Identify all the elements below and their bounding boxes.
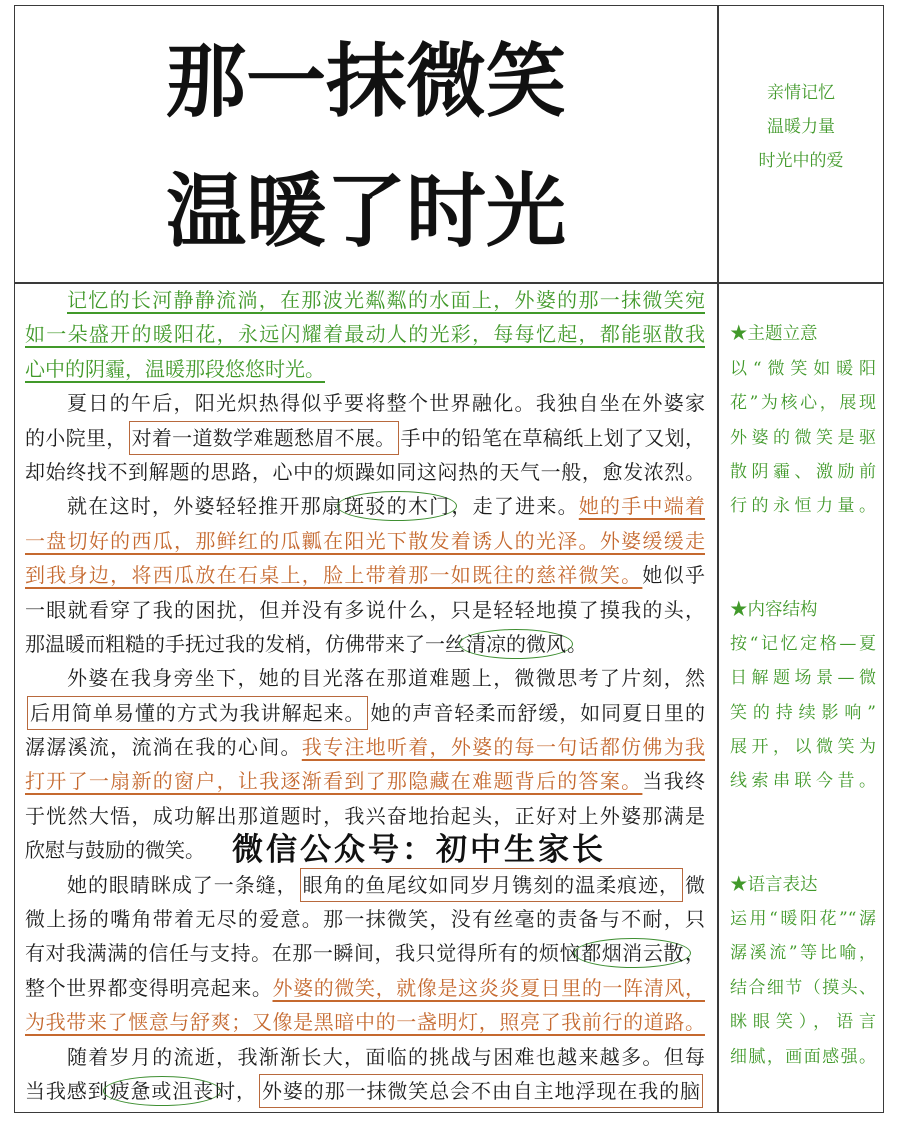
theme-tag: 温暖力量 — [767, 117, 835, 137]
note-line: 结合细节（摸头、 — [730, 977, 876, 998]
essay-title-line-2: 温暖了时光 — [166, 165, 566, 258]
essay-text: 有对我满满的信任与支持。在那一瞬间，我只觉得所有的烦恼 — [25, 941, 581, 966]
note-line: 以“微笑如暖阳 — [730, 358, 876, 379]
essay-text: 整个世界都变得明亮起来。 — [25, 975, 273, 1000]
essay-line — [25, 352, 705, 386]
essay-text: 外婆在我身旁坐下，她的目光落在那道难题上，微微思考了片刻，然 — [67, 666, 705, 691]
essay-text: 她的声音轻柔而舒缓，如同夏日里的 — [370, 700, 706, 725]
orange-underlined-text: 打开了一扇新的窗户，让我逐渐看到了那隐藏在难题背后的答案。 — [25, 769, 643, 794]
essay-text: 时， — [215, 1078, 257, 1103]
circled-phrase: 斑驳的木门 — [337, 491, 457, 521]
note-section — [730, 593, 876, 799]
theme-tag: 时光中的爱 — [758, 151, 844, 171]
note-line: 线索串联今昔。 — [730, 771, 876, 792]
note-section — [730, 868, 876, 1074]
essay-line — [25, 1074, 705, 1108]
essay-line — [25, 627, 705, 661]
theme-tags — [718, 76, 884, 178]
essay-line — [25, 455, 705, 489]
note-line: 散阴霾、激励前 — [730, 461, 876, 482]
essay-text: 她的眼睛眯成了一条缝， — [67, 872, 298, 897]
essay-line — [25, 1040, 705, 1074]
essay-line — [25, 936, 705, 970]
note-line: 日解题场景—微 — [730, 668, 876, 689]
note-heading: ★内容结构 — [730, 599, 818, 620]
essay-paragraph — [25, 868, 705, 1040]
note-line: 花”为核心，展现 — [730, 393, 876, 414]
boxed-phrase: 眼角的鱼尾纹如同岁月镌刻的温柔痕迹， — [300, 868, 683, 902]
essay-line — [25, 524, 705, 558]
essay-text: 就在这时，外婆轻轻推开那扇 — [67, 494, 344, 519]
essay-text: 当我感到 — [25, 1078, 109, 1103]
note-line: 行的永恒力量。 — [730, 496, 876, 517]
essay-paragraph — [25, 386, 705, 489]
essay-line — [25, 696, 705, 730]
essay-text: 于恍然大悟，成功解出那道题时，我兴奋地抬起头，正好对上外婆那满是 — [25, 803, 705, 828]
essay-text: 夏日的午后，阳光炽热得似乎要将整个世界融化。我独自坐在外婆家 — [67, 391, 705, 416]
essay-line — [25, 489, 705, 523]
orange-underlined-text: 她的手中端着 — [578, 494, 706, 519]
essay-paragraph — [25, 1040, 705, 1109]
essay-body — [25, 283, 705, 1108]
essay-line — [25, 730, 705, 764]
note-section — [730, 317, 876, 523]
note-line: 潺溪流”等比喻， — [730, 943, 876, 964]
note-heading: ★主题立意 — [730, 324, 818, 345]
circled-phrase: 都烟消云散 — [574, 938, 691, 968]
essay-text: 的小院里， — [25, 425, 127, 450]
essay-line — [25, 868, 705, 902]
essay-text: 微 — [685, 872, 706, 897]
boxed-phrase: 对着一道数学难题愁眉不展。 — [129, 421, 399, 455]
essay-text: 。 — [567, 631, 587, 656]
orange-underlined-text: 我专注地听着，外婆的每一句话都仿佛为我 — [301, 735, 706, 760]
note-line: 展开，以微笑为 — [730, 737, 876, 758]
essay-line — [25, 421, 705, 455]
essay-line — [25, 593, 705, 627]
essay-text: 却始终找不到解题的思路，心中的烦躁如同这闷热的天气一般，愈发浓烈。 — [25, 459, 705, 484]
note-heading: ★语言表达 — [730, 874, 818, 895]
essay-text: 一眼就看穿了我的困扰，但并没有多说什么，只是轻轻地摸了摸我的头， — [25, 597, 705, 622]
boxed-phrase: 后用简单易懂的方式为我讲解起来。 — [27, 696, 368, 730]
boxed-phrase: 外婆的那一抹微笑总会不由自主地浮现在我的脑 — [259, 1074, 703, 1108]
essay-line — [25, 558, 705, 592]
essay-text: 当我终 — [642, 769, 706, 794]
essay-text: 微上扬的嘴角带着无尽的爱意。那一抹微笑，没有丝毫的责备与不耐，只 — [25, 907, 705, 932]
green-underlined-text: 心中的阴霾，温暖那段悠悠时光。 — [25, 356, 325, 381]
essay-text: 那温暖而粗糙的手抚过我的发梢，仿佛带来了一丝 — [25, 631, 465, 656]
annotation-column — [730, 283, 876, 1074]
essay-line — [25, 764, 705, 798]
essay-line — [25, 283, 705, 317]
green-underlined-text: 记忆的长河静静流淌，在那波光粼粼的水面上，外婆的那一抹微笑宛 — [67, 288, 705, 312]
note-line: 细腻，画面感强。 — [730, 1046, 876, 1067]
essay-text: 随着岁月的流逝，我渐渐长大，面临的挑战与困难也越来越多。但每 — [67, 1044, 705, 1069]
orange-underlined-text: 到我身边，将西瓜放在石桌上，脸上带着那一如既往的慈祥微笑。 — [25, 563, 643, 588]
watermark-text: 微信公众号：初中生家长 — [232, 832, 606, 868]
circled-phrase: 清凉的微风 — [459, 629, 573, 659]
essay-text: 手中的铅笔在草稿纸上划了又划， — [400, 425, 705, 450]
note-line: 外婆的微笑是驱 — [730, 427, 876, 448]
note-line: 运用“暖阳花”“潺 — [730, 909, 876, 930]
essay-text: 潺潺溪流，流淌在我的心间。 — [25, 735, 302, 760]
essay-text: 欣慰与鼓励的微笑。 — [25, 838, 205, 863]
essay-line — [25, 317, 705, 351]
essay-text: 她似乎 — [642, 563, 706, 588]
theme-tag: 亲情记忆 — [767, 83, 835, 103]
orange-underlined-text: 外婆的微笑，就像是这炎炎夏日里的一阵清风， — [272, 975, 705, 1000]
note-line: 笑的持续影响” — [730, 702, 876, 723]
orange-underlined-text: 一盘切好的西瓜，那鲜红的瓜瓤在阳光下散发着诱人的光泽。外婆缓缓走 — [25, 528, 705, 553]
essay-paragraph — [25, 489, 705, 661]
essay-line — [25, 1005, 705, 1039]
essay-text: ，走了进来。 — [451, 494, 579, 519]
essay-text: ， — [685, 941, 705, 966]
essay-line — [25, 661, 705, 695]
essay-paragraph — [25, 283, 705, 386]
green-underlined-text: 如一朵盛开的暖阳花，永远闪耀着最动人的光彩，每每忆起，都能驱散我 — [25, 322, 705, 347]
essay-line — [25, 902, 705, 936]
orange-underlined-text: 为我带来了惬意与舒爽；又像是黑暗中的一盏明灯，照亮了我前行的道路。 — [25, 1010, 705, 1035]
circled-phrase: 疲惫或沮丧 — [103, 1076, 222, 1106]
note-line: 眯眼笑），语言 — [730, 1012, 876, 1033]
essay-line — [25, 386, 705, 420]
essay-line — [25, 971, 705, 1005]
note-line: 按“记忆定格—夏 — [730, 633, 876, 654]
essay-title-line-1: 那一抹微笑 — [166, 35, 566, 128]
